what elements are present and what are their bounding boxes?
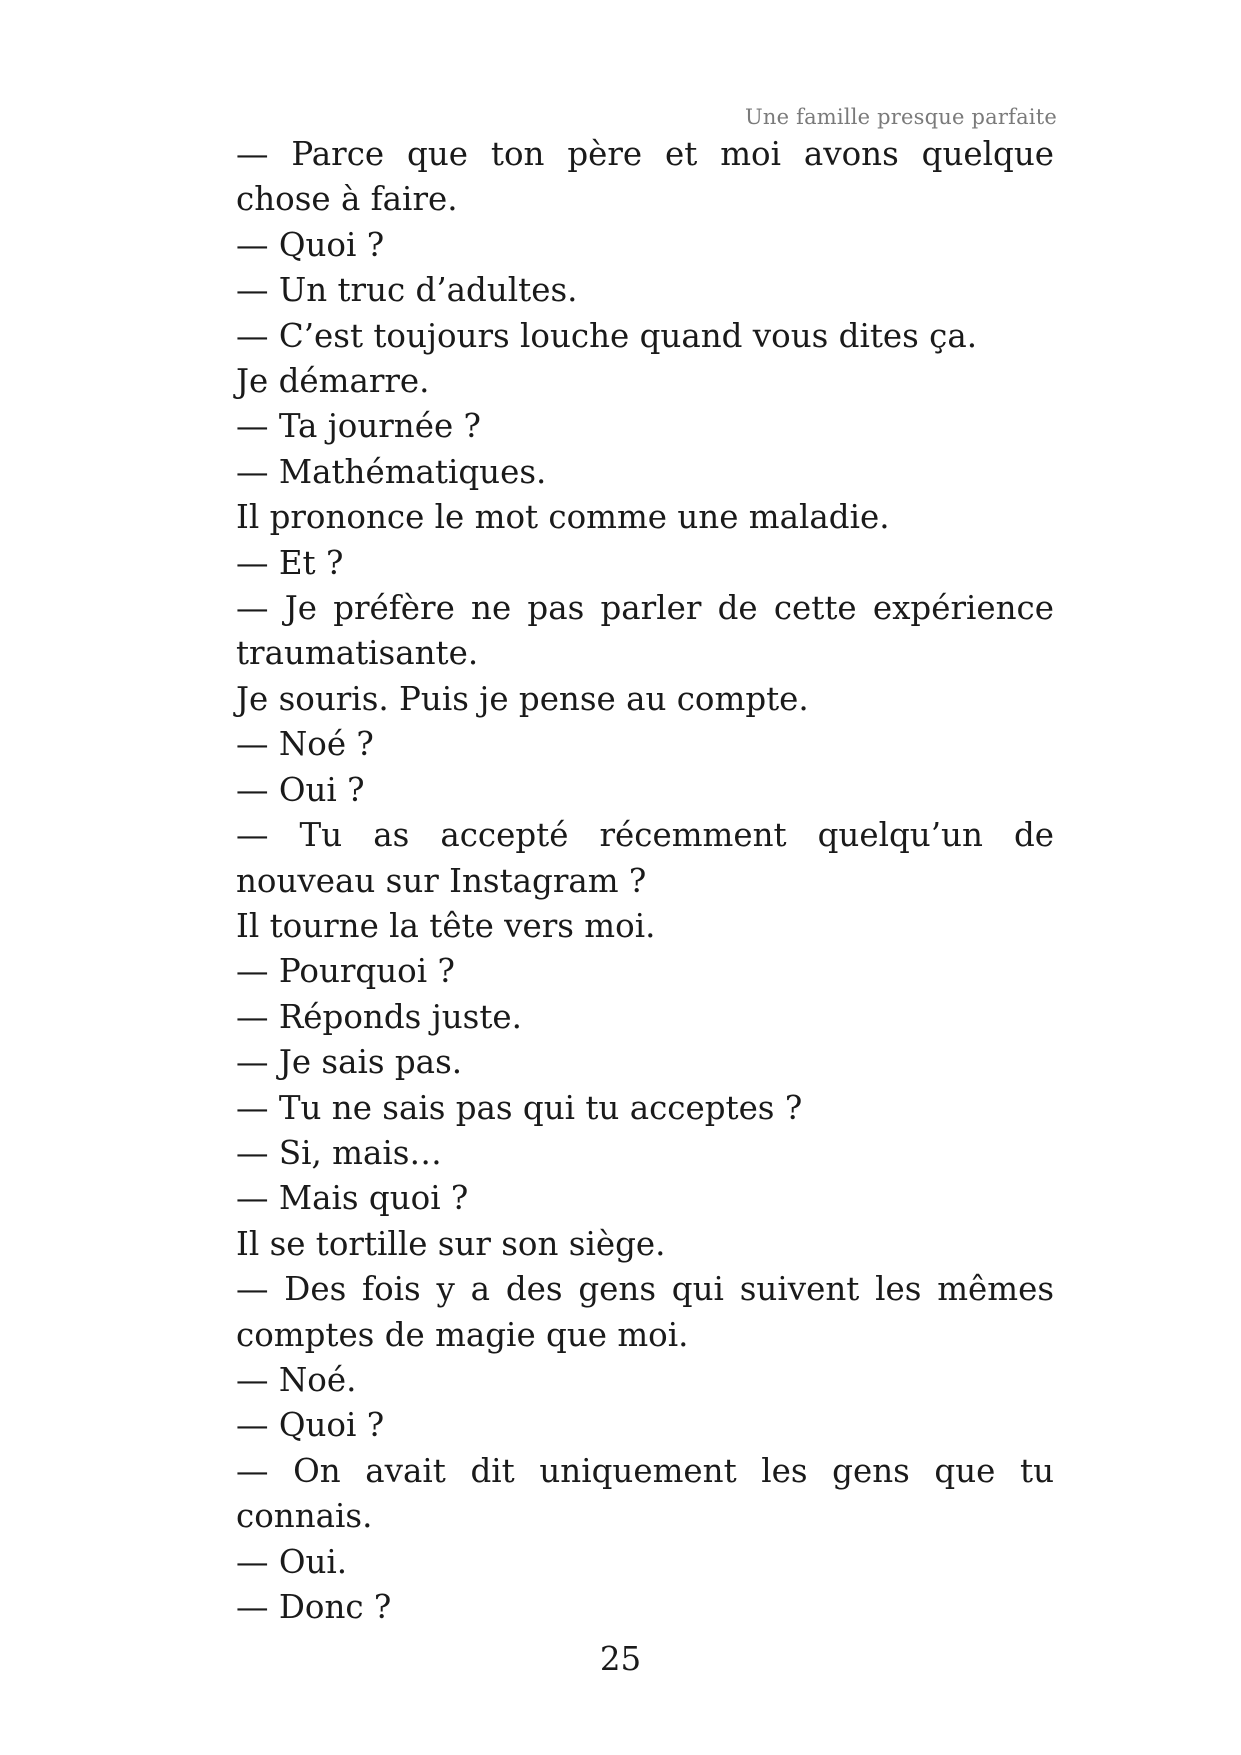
paragraph: — Pourquoi ? xyxy=(236,952,455,991)
paragraph: — Oui. xyxy=(236,1542,348,1581)
paragraph: Il prononce le mot comme une maladie. xyxy=(236,498,890,537)
paragraph: — On avait dit uniquement les gens que tu connais. xyxy=(236,1451,1054,1536)
paragraph: — Oui ? xyxy=(236,770,365,809)
paragraph: — Je préfère ne pas parler de cette expérience traumatisante. xyxy=(236,589,1054,673)
paragraph: Je souris. Puis je pense au compte. xyxy=(236,679,809,718)
body-text xyxy=(236,132,1054,1630)
paragraph: — Un truc d’adultes. xyxy=(236,271,578,310)
paragraph: — Tu ne sais pas qui tu acceptes ? xyxy=(236,1088,803,1127)
running-header: Une famille presque parfaite xyxy=(744,105,1057,129)
paragraph: — Ta journée ? xyxy=(236,407,481,446)
paragraph: — Si, mais… xyxy=(236,1133,442,1172)
paragraph: — Je sais pas. xyxy=(236,1043,463,1082)
page-number: 25 xyxy=(599,1640,642,1678)
paragraph: — Et ? xyxy=(236,543,344,582)
paragraph: — C’est toujours louche quand vous dites ça. xyxy=(236,316,978,355)
paragraph: — Réponds juste. xyxy=(236,997,522,1036)
paragraph: Il se tortille sur son siège. xyxy=(236,1224,666,1263)
paragraph: — Noé ? xyxy=(236,725,374,764)
paragraph: — Quoi ? xyxy=(236,1406,385,1445)
paragraph: — Parce que ton père et moi avons quelque chose à faire. xyxy=(236,135,1054,219)
paragraph: — Mathématiques. xyxy=(236,452,547,491)
paragraph: — Des fois y a des gens qui suivent les mêmes comptes de magie que moi. xyxy=(236,1270,1054,1354)
paragraph: — Noé. xyxy=(236,1360,357,1399)
paragraph: — Donc ? xyxy=(236,1588,392,1626)
paragraph: — Tu as accepté récemment quelqu’un de nouveau sur Instagram ? xyxy=(236,816,1054,900)
paragraph: — Mais quoi ? xyxy=(236,1179,469,1218)
paragraph: — Quoi ? xyxy=(236,225,385,264)
paragraph: Je démarre. xyxy=(236,362,430,401)
paragraph: Il tourne la tête vers moi. xyxy=(236,906,656,945)
